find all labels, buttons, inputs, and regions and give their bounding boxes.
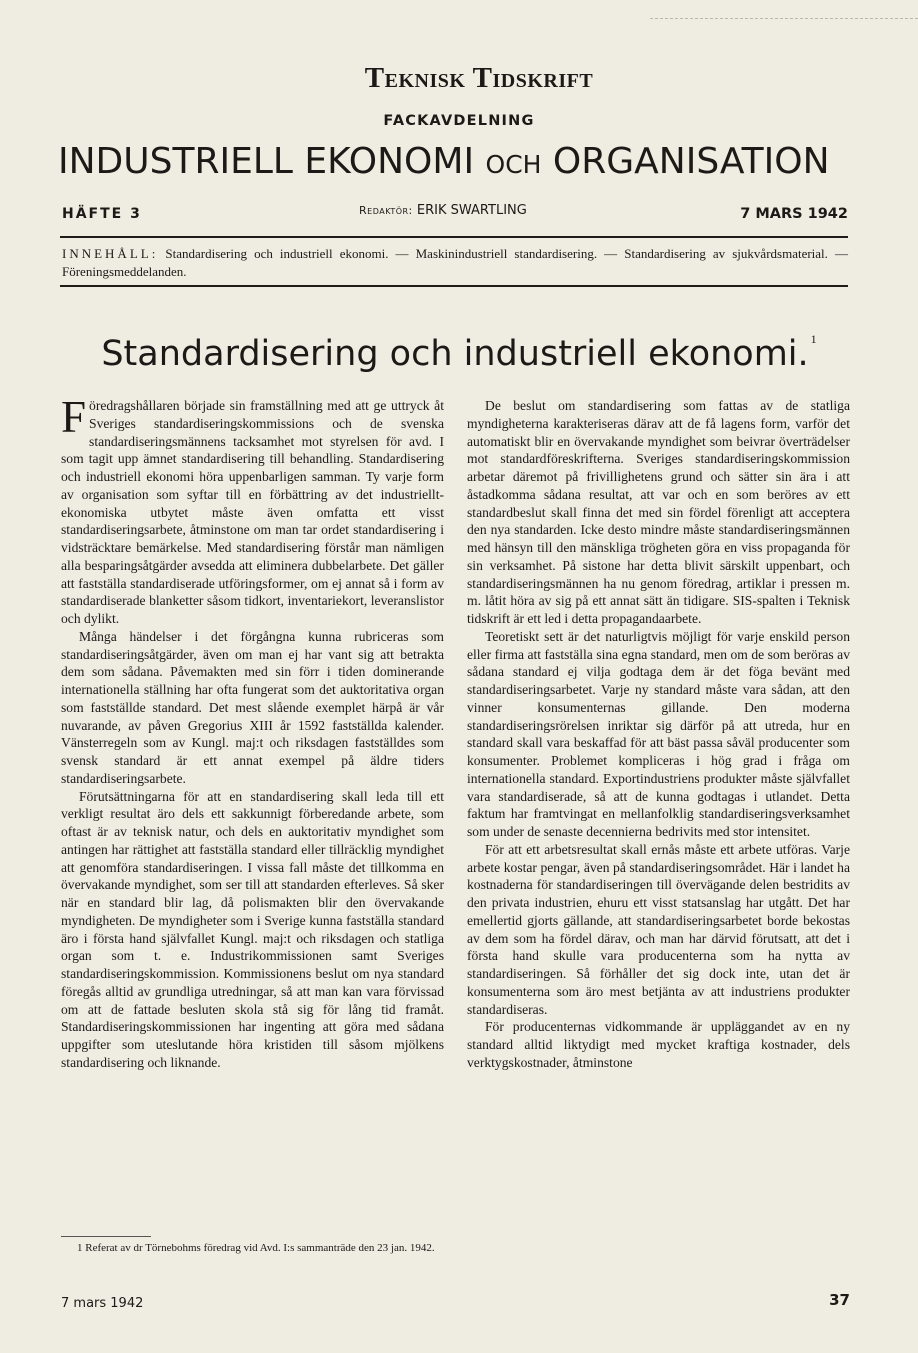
footnote: 1 Referat av dr Törnebohms föredrag vid Avd. I:s sammanträde den 23 jan. 1942. xyxy=(77,1242,435,1254)
issue-date: 7 MARS 1942 xyxy=(740,206,848,222)
table-of-contents xyxy=(62,245,848,281)
title-footnote-mark: 1 xyxy=(810,332,817,346)
paragraph: Förutsättningarna för att en standardisering skall leda till ett verkligt resultat äro dels ett sakkunnigt förberedande arbete, som oftast är av teknisk natur, och dels en auktoritativ myndighet som antingen har rättighet att fastställa standard eller tillräcklig myndighet att genomföra standardiseringen. I vissa fall måste det tillkomma en övervakande myndighet, som ser till att standarden efterleves. Så sker när en standard blir lag, då polismakten blir den övervakande myndigheten. De myndigheter som i Sverige kunna fastställa standard äro i första hand självfallet Kungl. maj:t och riksdagen och statliga organ som t. e. Industrikommissionen samt Sveriges standardiseringskommission. Kommissionens beslut om nya standard föregås alltid av grundliga utredningar, så att man kan vara förvissad om att de fattade besluten skola stå sig för lång tid framåt. Standardiseringskommissionen har ingenting att göra med sådana uppgifter som uteslutande höra kristiden till såsom mjölkens standardisering och liknande. xyxy=(61,788,444,1070)
paragraph: För att ett arbetsresultat skall ernås måste ett arbete utföras. Varje arbete kostar pengar, även på standardiseringsområdet. Här i landet ha kostnaderna för standardiseringen till övervägande delen bestridits av den privata industrien, ehuru ett visst statsanslag har utgått. Det har emellertid gjorts gällande, att standardiseringsarbetet borde bekostas av dem som ha fördel därav, och man har därvid förutsatt, att det i första hand skulle vara producenterna som ha nytta av standardiseringen. Så förhåller det sig dock inte, utan det är konsumenterna som äro mest betjänta av att industriens produkter standardiseras. xyxy=(467,841,850,1017)
contents-label: INNEHÅLL: xyxy=(62,246,159,261)
paragraph: Teoretiskt sett är det naturligtvis möjligt för varje enskild person eller firma att fastställa sina egna standard, men om de som beröras av sådana standard ej vilja godtaga dem är det föga bevänt med standardiseringsarbetet. Varje ny standard måste vara sådan, att den vinner konsumenternas gillande. Den moderna standardiseringsrörelsen inriktar sig därför på att utreda, hur en standard skall vara beskaffad för att bäst passa såväl producenter som konsumenter. Problemet kompliceras i hög grad i fråga om internationella standard. Exportindustriens produkter måste självfallet vara standardiserade, så att de kunna godtagas i utlandet. Detta faktum har framtvingat en mellanfolklig standardiseringsverksamhet som under de senaste decennierna bedrivits med stor intensitet. xyxy=(467,628,850,839)
paragraph-text: öredragshållaren började sin framställning med att ge uttryck åt Sveriges standardiseringskommissions och de svenska standardiseringsmännens tacksamhet mot styrelsen för avd. I som tagit upp ämnet standardisering till behandling. Standardisering och industriell ekonomi höra uppenbarligen samman. Ty varje form av organisation som syftar till en förbättring av det industriellt-ekonomiska utbytet måste även omfatta ett visst standardiseringsarbete, åtminstone om man tar ordet standardisering i vidsträcktare bemärkelse. Med standardisering förstår man nämligen alla besparingsåtgärder avsedda att eliminera dubbelarbete. Det gäller att fastställa standardiserade utföringsformer, om ej annat så i form av standardiserade blanketter såsom tidkort, inventariekort, leveranslistor och dylikt. xyxy=(61,398,444,626)
editor-credit xyxy=(359,203,527,218)
drop-cap: F xyxy=(61,392,87,442)
series-title-och: OCH xyxy=(485,150,542,179)
editor-name: ERIK SWARTLING xyxy=(416,203,527,218)
page-number: 37 xyxy=(829,1291,850,1309)
paragraph xyxy=(61,392,444,628)
paragraph: De beslut om standardisering som fattas av de statliga myndigheterna karakteriseras därav att de få lagens form, varför det automatiskt blir en övervakande myndighet som beivrar överträdelser mot standardföreskrifterna. Sveriges standardiseringskommission arbetar däremot på frivillighetens grund och sätter sin ära i att åstadkomma sådana resultat, att var och en som beröres av ett standardbeslut skall finna det med sin fördel förenligt att acceptera den nya standarden. Icke desto mindre måste standardiseringsmännen med hänsyn till den mänskliga trögheten göra en viss propaganda för sin verksamhet. På sistone har detta blivit särskilt uppenbart, och standardiseringsmännen ha nu genom föredrag, artiklar i pressen m. m. låtit höra av sig på ett annat sätt än tidigare. SIS-spalten i Teknisk tidskrift är ett led i detta propagandaarbete. xyxy=(467,398,850,626)
masthead xyxy=(0,62,918,95)
series-title-part-a: INDUSTRIELL EKONOMI xyxy=(58,141,475,182)
series-title-part-b: ORGANISATION xyxy=(552,141,830,182)
page-edge-mark xyxy=(650,18,918,20)
contents-top-rule xyxy=(60,236,848,238)
contents-bottom-rule xyxy=(60,285,848,287)
paragraph: För producenternas vidkommande är uppläggandet av en ny standard alltid liktydigt med mycket kraftiga kostnader, dels verktygskostnader, åtminstone xyxy=(467,1019,850,1070)
series-title xyxy=(58,141,858,182)
issue-info-row xyxy=(62,203,848,225)
contents-text: Standardisering och industriell ekonomi. — Maskinindustriell standardisering. — Standardisering av sjukvårdsmaterial. — Föreningsmeddelanden. xyxy=(62,246,848,279)
paragraph: Många händelser i det förgångna kunna rubriceras som standardiseringsåtgärder, även om man ej har vant sig att betrakta dem som sådana. Påvemakten med sin förr i tiden dominerande internationella ställning har ofta fungerat som det auktoritativa organ som fastställde standard. Det mest slående exemplet härpå är vår nuvarande, av påven Gregorius XIII år 1592 fastställda kalender. Vänsterregeln som av Kungl. maj:t och riksdagen fastställdes som svensk standard är ett annat exempel på äldre tiders standardiseringsarbete. xyxy=(61,628,444,786)
journal-title: Teknisk Tidskrift xyxy=(364,62,594,94)
left-column xyxy=(61,392,444,1072)
article-title-text: Standardisering och industriell ekonomi. xyxy=(101,334,809,374)
article-title xyxy=(0,332,918,374)
footer-date: 7 mars 1942 xyxy=(61,1296,144,1311)
department-label: FACKAVDELNING xyxy=(383,113,535,129)
footnote-rule xyxy=(61,1236,151,1237)
right-column xyxy=(467,397,850,1072)
editor-label: Redaktör: xyxy=(359,204,413,217)
issue-number: HÄFTE 3 xyxy=(62,206,142,222)
